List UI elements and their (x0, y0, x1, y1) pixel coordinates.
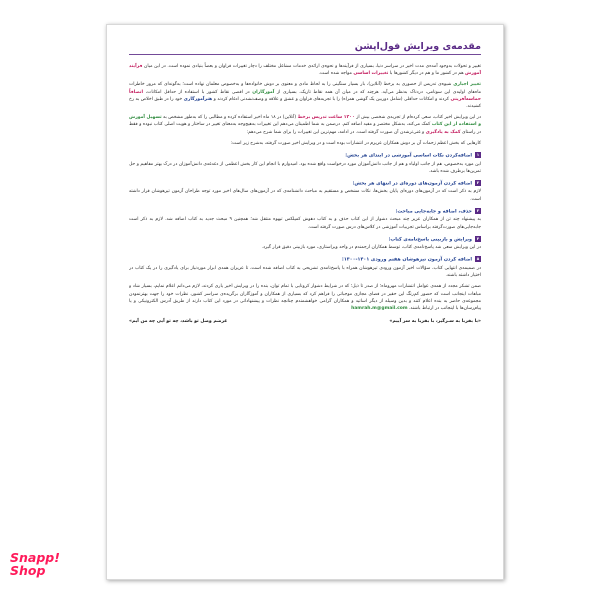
intro-highlight-1: فرآیند آموزش (129, 64, 481, 77)
book-page (106, 24, 504, 580)
section-number: ۳ (476, 207, 480, 213)
intro-paragraph (129, 63, 481, 77)
p2-lead: تغییر اجباری (453, 82, 481, 88)
section-body: به پیشنهاد چند تن از همکاران عزیز چند مبحث دشوار از این کتاب حذف و به کتاب دهوش کمپلکس تیهوه منتقل شد؛ همچنین ۹ مبحث جدید به کتاب اضافه شد. لازم به ذکر است جابه‌جایی‌های صورت‌گرفته براساس تجربیات آموزشی در کلاس‌های درس صورت گرفته است. (129, 217, 481, 230)
p2-highlight-1: آموزگاران (252, 89, 275, 95)
section-heading-text: اضافه کردن آزمون تیزهوشان هفتم ورودی ۱۴۰۱-۱۴۰۰: (341, 257, 472, 263)
signature-verse (129, 318, 481, 325)
page-title: مقدمه‌ی ویرایش فول‌آپشن (354, 41, 481, 52)
section-body: در ضمیمه‌ی انتهایی کتاب، سؤالات اخیر آزمون ورودی تیزهوشان همراه با پاسخ‌نامه‌ی تشریحی به کتاب اضافه شده است، تا عزیزان همدی ابزار موردنیاز برای یادگیری را در یک کتاب در اختیار داشته باشند. (129, 265, 481, 279)
title-underline (129, 54, 481, 55)
intro-text-2: هم در کشور ما و هم در دیگر کشورها با (389, 71, 464, 77)
p3-text: در این ویرایش اخیر کتاب، سعی کرده‌ام از تجربه‌ی شخصی بیش از (356, 115, 481, 121)
section-body: این مورد به‌خصوص، هم از جانب اولیاء و هم از جانب دانش‌آموزان مورد درخواست واقع شده بود. امیدوارم با انجام این کار بخش اعظمی از دغدغه‌ی دانش‌آموزان در درک بهتر مفاهیم و حل تمرین‌ها برطرف شده باشد. (129, 161, 481, 174)
section-number: ۵ (476, 256, 480, 262)
p3-highlight-1: ۱۲۰۰ ساعت تدریس برخط (297, 115, 355, 121)
contact-email: hamrah.m@gmail.com (351, 305, 408, 311)
section-heading-text: حذف، اضافه و جابه‌جایی مباحث: (395, 209, 472, 215)
p3-text-3: کمک می‌کند، به‌شکل مختصر و مفید اضافه کنم. درضمن به شما اطمینان می‌دهم این تغییرات به‌هیچ‌وجه به‌معنای تغییر در ساختار و هویت اصلی کتاب نبوده و فقط در راستای (129, 122, 481, 135)
verse-left: غرضم وصل تو باشد، چه تو آیی چه من آیم» (129, 319, 228, 325)
snappshop-watermark (10, 552, 70, 577)
section-5 (129, 256, 481, 279)
closing-text: ضمن تشکر مجدد از همه‌ی عوامل انتشارات مهروماه؛ از صدر تا ذیل؛ که در شرایط دشوار کرونایی با تمام توان، بنده را در ویرایش اخیر یاری کردند، لازم می‌دانم اعلام نمایم، بسیار شاد و مباهات اینجانب است که حضور کم‌رنگ این حقیر در فضای مجازی موجباتی را فراهم کرد که بسیاری از همکاران و آموزگاران برگزیده‌ی سراسر کشور، نظرات خود را جهت بهترنمودن مجموعه‌ی حاضر به بنده اعلام کنند و بدین وسیله از دیگر اساتید و همکاران گرامی خواهشمندم چنانچه نظرات و پیشنهاداتی در مورد این کتاب دارند از طریق آدرس الکترونیکی و یا پیام‌رسان‌ها با اینجانب در ارتباط باشند. (129, 284, 481, 311)
watermark-line-1: Snapp! (10, 550, 60, 565)
section-number: ۲ (476, 179, 480, 185)
section-number: ۱ (476, 152, 480, 158)
section-heading (129, 256, 481, 264)
p2-text-2: در اقصی نقاط کشور با استفاده از حداقل امکانات، (145, 89, 250, 95)
watermark-line-2: Shop (10, 562, 46, 578)
section-number: ۴ (476, 235, 480, 241)
section-heading (129, 152, 481, 160)
p2-highlight-3: هنرآموزگاری (183, 96, 213, 102)
intro-highlight-2: تغییرات اساسی (353, 71, 389, 77)
p3-text-4: و غنی‌ترشدن آن صورت گرفته است. در ادامه، مهم‌ترین این تغییرات را برای شما شرح می‌دهم: (246, 129, 425, 135)
section-4 (129, 236, 481, 252)
intro-text-3: مواجه شده است. (318, 71, 352, 77)
section-1 (129, 152, 481, 175)
section-heading-text: اضافه کردن آزمون‌های دوره‌ای در انتهای هر بخش: (352, 181, 472, 187)
p2-text-4: خود را در طبق اخلاص به رخ کشیدند. (129, 96, 481, 110)
paragraph-4 (129, 140, 481, 147)
section-body: در این ویرایش سعی شد پاسخ‌نامه‌ی کتاب، توسط همکاران ارجمندم در واحد ویراستاری، مورد بازبینی دقیق قرار گیرد. (261, 245, 481, 251)
section-heading-text: ویرایش و بازبینی پاسخ‌نامه‌ی کتاب: (388, 237, 472, 243)
section-heading (129, 208, 481, 216)
paragraph-3 (129, 114, 481, 136)
p3-text-2: (آنلاین) در ۱۸ ماه اخیر استفاده کرده و مطالبی را که به‌طور مشخص به (163, 115, 297, 121)
page-content (129, 41, 481, 555)
section-heading (129, 180, 481, 188)
section-body: لازم به ذکر است که در آزمون‌های دوره‌ای پایان بخش‌ها، نکات مشخص و مستقیم به مباحث دانشنامه‌ی که در آزمون‌های سال‌های اخیر مورد توجه طراحان آزمون تیزهوشان قرار داشته است. (129, 189, 481, 202)
closing-paragraph (129, 283, 481, 312)
p2-highlight-2: انصافاً حماسه‌آفرینی (129, 89, 481, 102)
intro-text-1: تغییر و تحولات به‌وجود آمده‌ی مدت اخیر در سراسر دنیا، بسیاری از فرآیندها و نحوه‌ی ارائه‌ی خدمات مشاغل مختلف را دچار تغییرات فراوان و بعضاً بنیادی نموده است. در این میان (144, 64, 481, 69)
p3-highlight-2: تسهیل آموزش و استفاده از این کتاب (129, 115, 481, 128)
section-3 (129, 208, 481, 231)
p3-highlight-3: کمک به یادگیری (425, 129, 461, 135)
p4-text: کارهایی که بخش اعظم زحمات آن بر دوش همکاران عزیزم در انتشارات بوده است و در ویرایش اخیر صورت گرفته، به‌شرح زیر است: (230, 140, 481, 146)
p2-text-3: کردند و امکانات حداقلی (شامل دوربین یک گوشی همراه) را با تجربه‌های فراوان و عشق و علاقه و وصف‌نشدنی ادغام کردند و (213, 96, 450, 102)
section-heading-text: اضافه‌کردن نکات اساسی آموزشی در ابتدای هر بخش: (345, 153, 472, 159)
paragraph-2 (129, 81, 481, 110)
verse-right: «با بقربا به سـرگیر، با بقربا به سر آییم» (389, 319, 481, 325)
p2-text: شیوه‌ی تدریس از حضوری به برخط (آنلاین)، بار بسیار سنگینی را به لحاظ مادی و معنوی بر دوش خانواده‌ها و به‌خصوص معلمان نهاده است؛ به‌گونه‌ای که مرور خاطرات ماه‌های اولیه‌ی این سونامی، دردناک به‌نظر می‌آید. هرچند که در میان آن همه نقاط تاریک، بسیاری از (129, 82, 481, 95)
section-2 (129, 180, 481, 203)
section-heading (129, 236, 481, 244)
